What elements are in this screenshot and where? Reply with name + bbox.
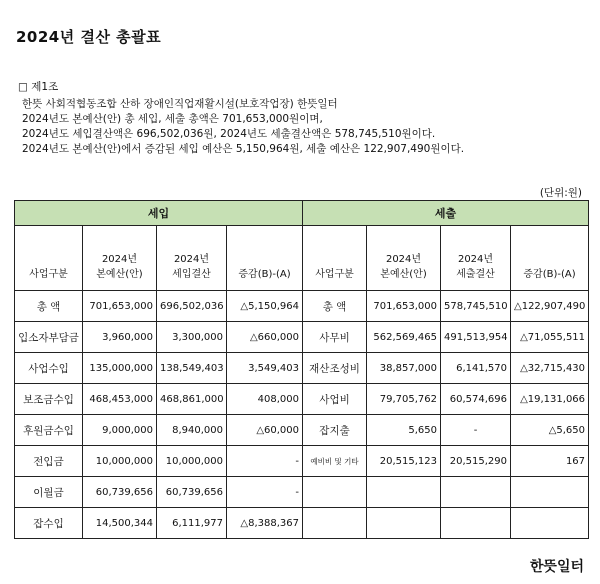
table-row	[15, 477, 589, 508]
income-budget: 9,000,000	[83, 415, 157, 446]
table-row	[15, 508, 589, 539]
expense-diff: △122,907,490	[511, 291, 589, 322]
income-diff: -	[227, 446, 303, 477]
col-header-expense-settle: 2024년 세출결산	[441, 226, 511, 291]
article-line: 2024년도 본예산(안) 총 세입, 세출 총액은 701,653,000원이며,	[22, 113, 323, 125]
col-header-diff: 증감(B)-(A)	[511, 226, 589, 291]
income-diff: △8,388,367	[227, 508, 303, 539]
income-category: 사업수입	[15, 353, 83, 384]
expense-diff	[511, 477, 589, 508]
income-category: 총 액	[15, 291, 83, 322]
article-line: 2024년도 본예산(안)에서 증감된 세입 예산은 5,150,964원, 세출 예산은 122,907,490원이다.	[22, 143, 465, 155]
income-diff: △5,150,964	[227, 291, 303, 322]
col-header-category: 사업구분	[15, 226, 83, 291]
income-settle: 468,861,000	[157, 384, 227, 415]
income-settle: 6,111,977	[157, 508, 227, 539]
income-diff: △660,000	[227, 322, 303, 353]
expense-diff: 167	[511, 446, 589, 477]
expense-budget	[367, 508, 441, 539]
expense-diff: △32,715,430	[511, 353, 589, 384]
document-title: 2024년 결산 총괄표	[16, 28, 162, 46]
income-budget: 468,453,000	[83, 384, 157, 415]
table-row	[15, 415, 589, 446]
table-row	[15, 291, 589, 322]
income-category: 후원금수입	[15, 415, 83, 446]
income-header: 세입	[15, 201, 303, 226]
expense-budget: 20,515,123	[367, 446, 441, 477]
expense-category: 잡지출	[303, 415, 367, 446]
income-settle: 138,549,403	[157, 353, 227, 384]
income-settle: 3,300,000	[157, 322, 227, 353]
expense-budget	[367, 477, 441, 508]
income-diff: 408,000	[227, 384, 303, 415]
expense-diff: △71,055,511	[511, 322, 589, 353]
expense-diff: △5,650	[511, 415, 589, 446]
expense-budget: 701,653,000	[367, 291, 441, 322]
organization-signature: 한뜻일터	[529, 559, 584, 575]
expense-category: 사업비	[303, 384, 367, 415]
income-budget: 60,739,656	[83, 477, 157, 508]
expense-budget: 38,857,000	[367, 353, 441, 384]
expense-settle: 60,574,696	[441, 384, 511, 415]
expense-settle	[441, 508, 511, 539]
income-budget: 10,000,000	[83, 446, 157, 477]
table-row	[15, 446, 589, 477]
income-budget: 701,653,000	[83, 291, 157, 322]
table-section-header-row	[15, 201, 589, 226]
expense-settle: 578,745,510	[441, 291, 511, 322]
expense-budget: 5,650	[367, 415, 441, 446]
income-category: 이월금	[15, 477, 83, 508]
income-category: 전입금	[15, 446, 83, 477]
income-diff: -	[227, 477, 303, 508]
col-header-income-settle: 2024년 세입결산	[157, 226, 227, 291]
expense-category: 예비비 및 기타	[303, 446, 367, 477]
unit-label: (단위:원)	[539, 187, 582, 199]
income-diff: 3,549,403	[227, 353, 303, 384]
expense-budget: 562,569,465	[367, 322, 441, 353]
table-row	[15, 322, 589, 353]
table-column-header-row	[15, 226, 589, 291]
expense-settle: 20,515,290	[441, 446, 511, 477]
expense-settle: -	[441, 415, 511, 446]
income-diff: △60,000	[227, 415, 303, 446]
expense-category	[303, 508, 367, 539]
expense-settle: 491,513,954	[441, 322, 511, 353]
table-row	[15, 353, 589, 384]
expense-category: 총 액	[303, 291, 367, 322]
col-header-diff: 증감(B)-(A)	[227, 226, 303, 291]
expense-category: 사무비	[303, 322, 367, 353]
article-line: 2024년도 세입결산액은 696,502,036원, 2024년도 세출결산액은 578,745,510원이다.	[22, 128, 436, 140]
article-line: 한뜻 사회적협동조합 산하 장애인직업재활시설(보호작업장) 한뜻일터	[22, 98, 338, 110]
expense-budget: 79,705,762	[367, 384, 441, 415]
income-category: 잡수입	[15, 508, 83, 539]
expense-category	[303, 477, 367, 508]
col-header-budget: 2024년 본예산(안)	[367, 226, 441, 291]
income-category: 입소자부담금	[15, 322, 83, 353]
col-header-budget: 2024년 본예산(안)	[83, 226, 157, 291]
table-row	[15, 384, 589, 415]
expense-settle: 6,141,570	[441, 353, 511, 384]
expense-diff	[511, 508, 589, 539]
income-settle: 8,940,000	[157, 415, 227, 446]
expense-diff: △19,131,066	[511, 384, 589, 415]
budget-summary-table	[14, 200, 589, 539]
expense-header: 세출	[303, 201, 589, 226]
income-budget: 135,000,000	[83, 353, 157, 384]
income-settle: 60,739,656	[157, 477, 227, 508]
article-heading: □ 제1조	[18, 81, 59, 93]
income-settle: 696,502,036	[157, 291, 227, 322]
expense-settle	[441, 477, 511, 508]
income-budget: 3,960,000	[83, 322, 157, 353]
expense-category: 재산조성비	[303, 353, 367, 384]
income-settle: 10,000,000	[157, 446, 227, 477]
article-section	[18, 80, 464, 157]
income-category: 보조금수입	[15, 384, 83, 415]
income-budget: 14,500,344	[83, 508, 157, 539]
col-header-category: 사업구분	[303, 226, 367, 291]
